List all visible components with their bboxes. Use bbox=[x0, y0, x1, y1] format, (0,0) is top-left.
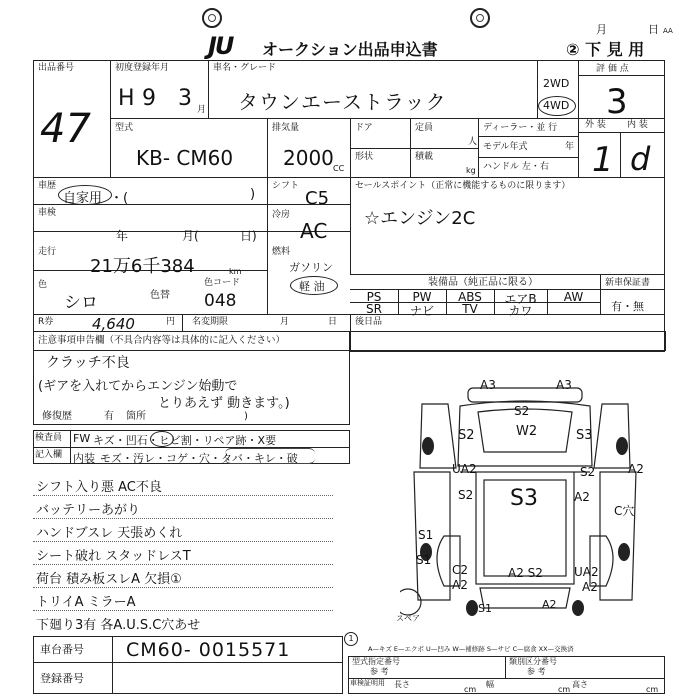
equip-sr: SR bbox=[366, 302, 382, 316]
sales-point-label: セールスポイント（正常に機能するものに限ります） bbox=[355, 181, 571, 191]
comment-6: トリイA ミラーA bbox=[36, 595, 136, 610]
use-label: 車歴 bbox=[38, 181, 57, 191]
model-year-label: モデル年式 bbox=[483, 142, 528, 152]
copy-label: ② 下 見 用 bbox=[566, 40, 645, 59]
comment-2: バッテリーあがり bbox=[36, 503, 141, 518]
repair-close: ) bbox=[244, 411, 248, 422]
use-value: 自家用 bbox=[63, 191, 103, 206]
equip-tv: TV bbox=[462, 302, 478, 316]
first-reg-label: 初度登録年月 bbox=[115, 63, 170, 73]
height-unit: cm bbox=[646, 685, 659, 694]
length-unit: cm bbox=[464, 685, 477, 694]
repair-label: 修復歴 bbox=[42, 411, 72, 422]
repair-has: 有 bbox=[104, 411, 114, 422]
warranty-value: 有・無 bbox=[611, 300, 644, 313]
equip-pw: PW bbox=[412, 290, 432, 304]
first-reg-year: 9 bbox=[142, 86, 156, 111]
ticket-unit: 円 bbox=[166, 317, 176, 327]
punch-hole-right bbox=[470, 8, 490, 28]
mark-windshield-top: S2 bbox=[514, 404, 530, 418]
color-code-label: 色コード bbox=[204, 278, 241, 288]
warranty-label: 新車保証書 bbox=[605, 278, 651, 288]
mark-rear-right: UA2 bbox=[574, 565, 599, 579]
color-label: 色 bbox=[38, 280, 48, 290]
damage-legend: A—キズ E—エクボ U—凹み W—補修跡 S—サビ C—腐食 XX—交換済 bbox=[368, 645, 574, 653]
mark-rear-left-1: C2 bbox=[452, 563, 469, 577]
inspection-year: 年 bbox=[116, 229, 129, 243]
fuel-diesel: 軽 油 bbox=[299, 280, 325, 293]
notes-line-1: クラッチ不良 bbox=[46, 355, 130, 371]
first-reg-month: 3 bbox=[178, 86, 192, 111]
mark-right-door: S3 bbox=[576, 428, 593, 443]
fuel-gasoline: ガソリン bbox=[289, 261, 333, 274]
mileage-unit: km bbox=[229, 267, 242, 276]
interior-value: d bbox=[630, 140, 651, 178]
mark-rear-bottom-right: A2 bbox=[542, 598, 557, 611]
rename-label: 名変期限 bbox=[192, 317, 229, 327]
notes-title: 注意事項申告欄（不具合内容等は具体的に記入ください） bbox=[38, 335, 286, 346]
equip-aw: AW bbox=[563, 290, 584, 304]
form-title: オークション出品申込書 bbox=[262, 40, 438, 59]
door-label: ドア bbox=[355, 123, 373, 133]
mileage-value: 21万6千384 bbox=[90, 256, 195, 277]
date-aa: AA bbox=[663, 27, 673, 35]
displacement-label: 排気量 bbox=[272, 123, 300, 133]
chassis-circle: 1 bbox=[344, 632, 358, 646]
equip-leather: カワ bbox=[508, 304, 533, 318]
repair-place: 箇所 bbox=[126, 411, 146, 422]
exterior-label: 外 装 bbox=[585, 120, 606, 130]
date-month: 月 bbox=[596, 23, 607, 36]
fuel-label: 燃料 bbox=[272, 247, 291, 257]
shift-label: シフト bbox=[272, 181, 300, 191]
inspection-label: 車検 bbox=[38, 208, 57, 218]
inspector-row-2: モズ・汚レ・コゲ・穴・タバ・キレ・破 bbox=[100, 452, 298, 465]
shape-label: 形状 bbox=[355, 152, 374, 162]
ticket-value: 4,640 bbox=[92, 315, 135, 333]
notes-line-2: (ギアを入れてからエンジン始動で bbox=[38, 379, 238, 394]
mark-left-wheel: S1 bbox=[416, 553, 432, 567]
notes-line-3: とりあえず 動きます。) bbox=[158, 396, 290, 411]
inspector-interior: 内装 bbox=[73, 452, 95, 465]
mark-rear-right-2: A2 bbox=[582, 580, 598, 594]
inspector-label-2: 記入欄 bbox=[35, 450, 63, 460]
grade-value: 3 bbox=[606, 82, 628, 122]
inspector-fw: FW bbox=[73, 432, 91, 445]
mark-front-left: A3 bbox=[480, 378, 496, 392]
inspection-month: 月( bbox=[182, 229, 199, 243]
color-change-label: 色替 bbox=[150, 290, 170, 301]
mark-rear-center: A2 S2 bbox=[508, 566, 543, 580]
rename-day: 日 bbox=[328, 317, 338, 327]
date-day: 日 bbox=[648, 23, 659, 36]
inspector-row-1: キズ・凹石・ヒビ割・リペア跡・X要 bbox=[93, 434, 277, 447]
width-label: 幅 bbox=[486, 680, 494, 689]
mark-front-right: A3 bbox=[556, 378, 572, 392]
dealer-label: ディーラー・並 行 bbox=[483, 123, 558, 133]
grade-label: 評 価 点 bbox=[596, 64, 629, 74]
type-number-label: 型式指定番号 bbox=[352, 657, 400, 666]
mark-left-door: S2 bbox=[458, 428, 475, 443]
mark-right-side-1: S2 bbox=[580, 465, 596, 479]
first-reg-era: H bbox=[118, 86, 135, 111]
spare-label: スペア bbox=[396, 614, 420, 623]
lot-number-value: 47 bbox=[40, 106, 91, 152]
chassis-label: 車台番号 bbox=[40, 643, 84, 656]
fw-hatch-mark bbox=[150, 431, 174, 447]
model-value: KB- CM60 bbox=[136, 146, 234, 170]
mark-left-rear: S1 bbox=[418, 528, 434, 542]
length-label: 長さ bbox=[394, 680, 410, 689]
use-rest: ・( bbox=[110, 191, 129, 206]
car-name-value: タウンエーストラック bbox=[238, 90, 447, 114]
mark-rear-left-2: A2 bbox=[452, 578, 468, 592]
interior-hatch-mark bbox=[225, 448, 315, 464]
mark-bed: S3 bbox=[510, 486, 538, 511]
lot-number-label: 出品番号 bbox=[38, 63, 75, 73]
inspection-day: 日) bbox=[240, 229, 257, 243]
height-label: 高さ bbox=[572, 680, 588, 689]
first-reg-month-unit: 月 bbox=[197, 105, 207, 115]
load-label: 積載 bbox=[415, 152, 434, 162]
rename-month: 月 bbox=[280, 317, 290, 327]
displacement-value: 2000 bbox=[283, 146, 334, 170]
inspector-label-1: 検査員 bbox=[35, 433, 63, 443]
ju-logo: JU bbox=[208, 32, 233, 60]
mileage-label: 走行 bbox=[38, 247, 57, 257]
mark-right-hole: C穴 bbox=[614, 504, 635, 518]
ac-label: 冷房 bbox=[272, 210, 291, 220]
punch-hole-left bbox=[202, 8, 222, 28]
color-code-value: 048 bbox=[204, 291, 237, 311]
mark-left-side-1: UA2 bbox=[452, 462, 477, 476]
drive-4wd: 4WD bbox=[543, 99, 570, 112]
type-number-ref: 参 考 bbox=[370, 667, 389, 676]
capacity-label: 定員 bbox=[415, 123, 434, 133]
ticket-label: R券 bbox=[38, 317, 54, 327]
remarks-label: 後日品 bbox=[355, 317, 383, 327]
comment-4: シート破れ スタッドレスT bbox=[36, 549, 191, 564]
mark-rear-bottom-left: S1 bbox=[478, 602, 492, 615]
reg-number-label: 登録番号 bbox=[40, 672, 84, 685]
equip-airbag: エアB bbox=[504, 292, 537, 306]
class-number-ref: 参 考 bbox=[527, 667, 546, 676]
mark-right-edge: A2 bbox=[628, 462, 644, 476]
ac-value: AC bbox=[300, 219, 328, 243]
interior-label: 内 装 bbox=[627, 120, 648, 130]
car-name-label: 車名・グレード bbox=[213, 63, 277, 73]
handle-label: ハンドル 左・右 bbox=[483, 162, 549, 172]
capacity-unit: 人 bbox=[468, 137, 478, 147]
mark-left-side-2: S2 bbox=[458, 488, 474, 502]
comment-3: ハンドブスレ 天張めくれ bbox=[36, 526, 183, 541]
drive-2wd: 2WD bbox=[543, 77, 570, 90]
model-label: 型式 bbox=[115, 123, 134, 133]
equip-navi: ナビ bbox=[409, 304, 434, 318]
cert-label: 車検証明用 bbox=[350, 679, 385, 687]
model-year-unit: 年 bbox=[565, 142, 575, 152]
displacement-unit: CC bbox=[333, 164, 345, 173]
mark-right-side-2: A2 bbox=[574, 490, 590, 504]
chassis-value: CM60- 0015571 bbox=[126, 639, 291, 661]
equip-abs: ABS bbox=[458, 290, 482, 304]
comment-1: シフト入り悪 AC不良 bbox=[36, 480, 162, 495]
exterior-value: 1 bbox=[592, 140, 614, 180]
equipment-title: 装備品（純正品に限る） bbox=[428, 277, 538, 288]
sales-point-value: ☆エンジン2C bbox=[364, 208, 476, 229]
class-number-label: 類別区分番号 bbox=[509, 657, 557, 666]
color-value: シロ bbox=[64, 293, 98, 313]
comment-7: 下廻り3有 各A.U.S.C穴あせ bbox=[36, 618, 201, 633]
use-close: ) bbox=[250, 187, 256, 202]
load-unit: kg bbox=[466, 166, 476, 175]
width-unit: cm bbox=[558, 685, 571, 694]
comment-5: 荷台 積み板スレA 欠損① bbox=[36, 572, 182, 587]
shift-value: C5 bbox=[305, 188, 330, 209]
equip-ps: PS bbox=[366, 290, 382, 304]
mark-windshield: W2 bbox=[516, 424, 538, 439]
